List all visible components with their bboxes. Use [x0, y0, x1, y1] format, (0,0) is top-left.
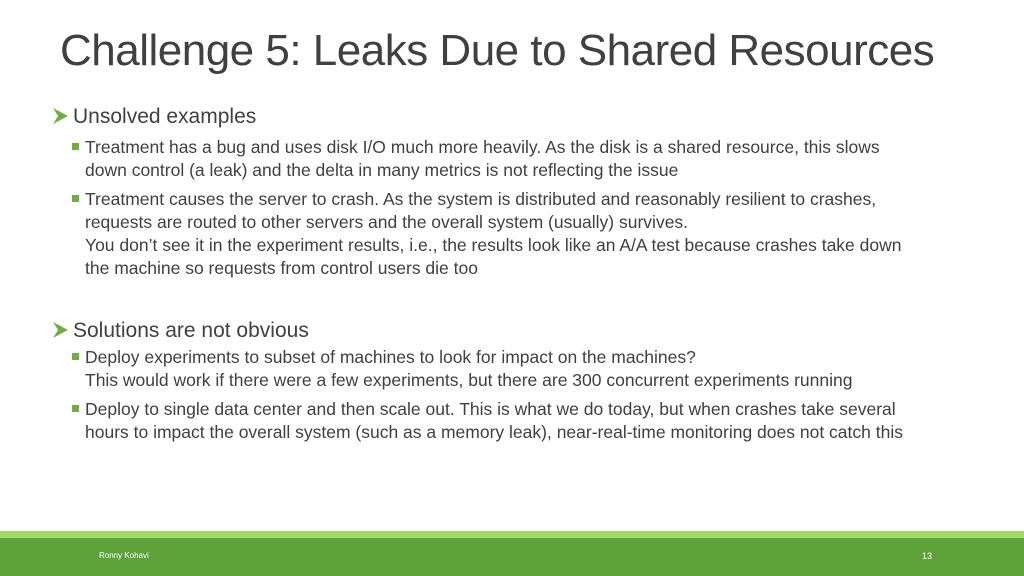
square-bullet-icon [72, 353, 79, 360]
bullet-item [85, 398, 1012, 444]
footer-bar [0, 538, 1024, 576]
slide-body [52, 104, 1012, 444]
arrow-bullet-icon [52, 106, 70, 126]
footer-author: Ronny Kohavi [99, 551, 149, 560]
bullet-line: This would work if there were a few experiments, but there are 300 concurrent experiments running [85, 370, 853, 390]
bullet-line: Treatment causes the server to crash. As the system is distributed and reasonably resilient to crashes, [85, 189, 877, 209]
bullet-line: the machine so requests from control users die too [85, 258, 478, 278]
square-bullet-icon [72, 405, 79, 412]
bullet-item [85, 346, 1012, 392]
arrow-bullet-icon [52, 320, 70, 340]
footer-accent-strip [0, 531, 1024, 538]
section-heading-text: Unsolved examples [73, 105, 257, 128]
bullet-line: Treatment has a bug and uses disk I/O much more heavily. As the disk is a shared resource, this slows [85, 137, 880, 157]
bullet-line: down control (a leak) and the delta in many metrics is not reflecting the issue [85, 160, 679, 180]
section-heading-text: Solutions are not obvious [73, 319, 309, 342]
section-heading-solutions [52, 318, 1012, 344]
bullet-line: hours to impact the overall system (such as a memory leak), near-real-time monitoring does not catch this [85, 422, 903, 442]
square-bullet-icon [72, 195, 79, 202]
bullet-line: Deploy to single data center and then scale out. This is what we do today, but when crashes take several [85, 399, 896, 419]
slide-title: Challenge 5: Leaks Due to Shared Resources [60, 26, 935, 75]
page-number: 13 [922, 551, 933, 561]
bullet-line: You don’t see it in the experiment results, i.e., the results look like an A/A test because crashes take down [85, 235, 902, 255]
square-bullet-icon [72, 143, 79, 150]
bullet-line: Deploy experiments to subset of machines to look for impact on the machines? [85, 347, 696, 367]
bullet-line: requests are routed to other servers and the overall system (usually) survives. [85, 212, 689, 232]
section-heading-unsolved [52, 104, 1012, 130]
bullet-item [85, 188, 1012, 280]
bullet-item [85, 136, 1012, 182]
